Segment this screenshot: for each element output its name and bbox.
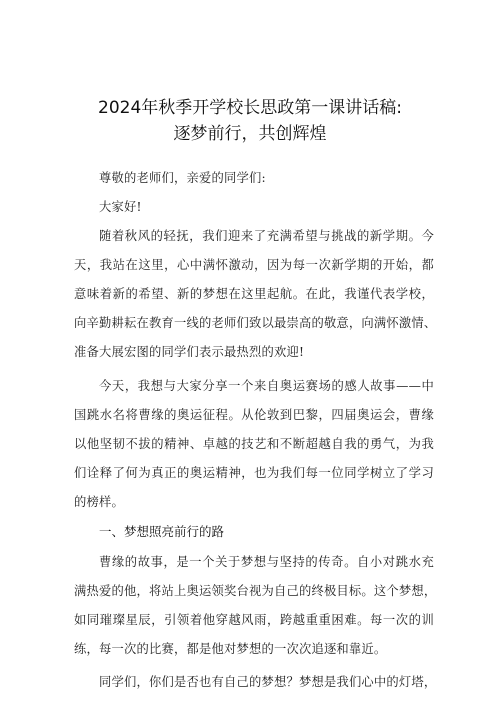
paragraph-line: 随着秋风的轻抚，我们迎来了充满希望与挑战的新学期。今: [99, 229, 434, 243]
paragraph-line: 如同璀璨星辰，引领着他穿越风雨，跨越重重困难。每一次的训: [74, 613, 434, 627]
salutation: 尊敬的老师们，亲爱的同学们:: [99, 171, 266, 185]
paragraph-line: 练，每一次的比赛，都是他对梦想的一次次追逐和靠近。: [74, 642, 387, 656]
paragraph-line: 意味着新的希望、新的梦想在这里起航。在此，我谨代表学校，: [74, 287, 434, 301]
paragraph-line: 准备大展宏图的同学们表示最热烈的欢迎!: [74, 345, 305, 359]
section-heading: 一、梦想照亮前行的路: [99, 524, 225, 539]
document-title-line-1: 2024年秋季开学校长思政第一课讲话稿:: [98, 98, 402, 118]
document-title-line-2: 逐梦前行，共创辉煌: [173, 124, 327, 144]
paragraph-line: 们诠释了何为真正的奥运精神，也为我们每一位同学树立了学习: [74, 466, 434, 480]
paragraph-line: 今天，我想与大家分享一个来自奥运赛场的感人故事——中: [99, 379, 434, 393]
paragraph-line: 满热爱的他，将站上奥运领奖台视为自己的终极目标。这个梦想，: [74, 584, 437, 598]
paragraph-line: 向辛勤耕耘在教育一线的老师们致以最崇高的敬意，向满怀激情、: [74, 316, 437, 330]
paragraph-line: 天，我站在这里，心中满怀激动，因为每一次新学期的开始，都: [74, 258, 434, 272]
paragraph-line: 曹缘的故事，是一个关于梦想与坚持的传奇。自小对跳水充: [99, 555, 434, 569]
greeting: 大家好!: [99, 200, 142, 214]
paragraph-line: 国跳水名将曹缘的奥运征程。从伦敦到巴黎，四届奥运会，曹缘: [74, 408, 434, 422]
paragraph-line: 的榜样。: [74, 495, 124, 509]
paragraph-line: 同学们，你们是否也有自己的梦想？梦想是我们心中的灯塔，: [99, 675, 437, 689]
paragraph-line: 以他坚韧不拔的精神、卓越的技艺和不断超越自我的勇气，为我: [74, 437, 434, 451]
